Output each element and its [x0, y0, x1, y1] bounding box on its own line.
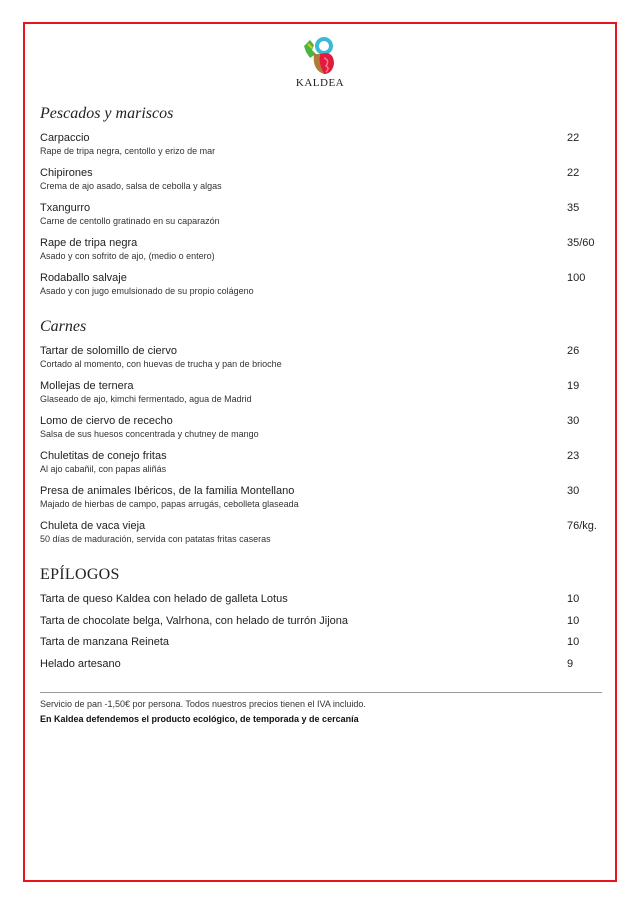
item-price: 10 [567, 593, 580, 605]
item-price: 76/kg. [567, 520, 597, 532]
menu-item [40, 414, 602, 449]
item-price: 35/60 [567, 237, 595, 249]
menu-item [40, 131, 602, 166]
menu-item [40, 484, 602, 519]
logo-text: KALDEA [295, 77, 345, 89]
menu-item [40, 614, 602, 636]
menu-item [40, 271, 602, 306]
item-name: Chuletitas de conejo fritas [40, 450, 167, 462]
item-name: Lomo de ciervo de rececho [40, 415, 173, 427]
item-description: Majado de hierbas de campo, papas arrugás, cebolleta glaseada [40, 499, 299, 509]
item-price: 23 [567, 450, 580, 462]
item-description: Crema de ajo asado, salsa de cebolla y algas [40, 181, 222, 191]
menu-item [40, 592, 602, 614]
item-price: 10 [567, 614, 580, 627]
section-heading: Pescados y mariscos [40, 105, 174, 122]
item-price: 100 [567, 272, 586, 284]
item-description: Cortado al momento, con huevas de trucha y pan de brioche [40, 359, 282, 369]
item-name: Tarta de manzana Reineta [40, 636, 170, 648]
item-description: Asado y con sofrito de ajo, (medio o entero) [40, 251, 215, 261]
item-description: Salsa de sus huesos concentrada y chutney de mango [40, 429, 259, 439]
item-name: Tartar de solomillo de ciervo [40, 345, 177, 357]
item-price: 26 [567, 345, 580, 357]
item-price: 10 [567, 636, 580, 648]
item-name: Chipirones [40, 167, 93, 179]
menu-item [40, 519, 602, 554]
item-description: Asado y con jugo emulsionado de su propio colágeno [40, 286, 254, 296]
item-price: 30 [567, 485, 580, 497]
menu-item [40, 166, 602, 201]
item-price: 22 [567, 167, 580, 179]
footer-statement: En Kaldea defendemos el producto ecológico, de temporada y de cercanía [40, 714, 359, 724]
kaldea-logo [294, 36, 346, 92]
item-name: Rodaballo salvaje [40, 272, 127, 284]
footer-note: Servicio de pan -1,50€ por persona. Todos nuestros precios tienen el IVA incluido. [40, 699, 366, 709]
divider [40, 692, 602, 693]
item-description: 50 días de maduración, servida con patatas fritas caseras [40, 534, 271, 544]
item-price: 19 [567, 380, 580, 392]
menu-item [40, 635, 602, 657]
item-name: Chuleta de vaca vieja [40, 520, 146, 532]
item-name: Rape de tripa negra [40, 237, 138, 249]
item-name: Tarta de queso Kaldea con helado de galleta Lotus [40, 593, 288, 605]
item-description: Glaseado de ajo, kimchi fermentado, agua de Madrid [40, 394, 252, 404]
item-price: 9 [567, 657, 574, 670]
item-price: 30 [567, 415, 580, 427]
item-name: Helado artesano [40, 657, 121, 670]
section-heading: EPÍLOGOS [40, 566, 120, 583]
item-name: Carpaccio [40, 132, 90, 144]
item-name: Presa de animales Ibéricos, de la familia Montellano [40, 485, 295, 497]
item-name: Txangurro [40, 202, 91, 214]
menu-item [40, 449, 602, 484]
item-name: Tarta de chocolate belga, Valrhona, con helado de turrón Jijona [40, 614, 349, 627]
item-description: Carne de centollo gratinado en su caparazón [40, 216, 220, 226]
item-price: 35 [567, 202, 580, 214]
menu-item [40, 657, 602, 679]
menu-item [40, 379, 602, 414]
menu-item [40, 201, 602, 236]
menu-item [40, 344, 602, 379]
item-name: Mollejas de ternera [40, 380, 134, 392]
item-description: Al ajo cabañil, con papas aliñás [40, 464, 167, 474]
logo-icon [300, 36, 340, 76]
section-heading: Carnes [40, 318, 87, 335]
menu-content [40, 104, 602, 678]
item-description: Rape de tripa negra, centollo y erizo de mar [40, 146, 216, 156]
menu-item [40, 236, 602, 271]
item-price: 22 [567, 132, 580, 144]
